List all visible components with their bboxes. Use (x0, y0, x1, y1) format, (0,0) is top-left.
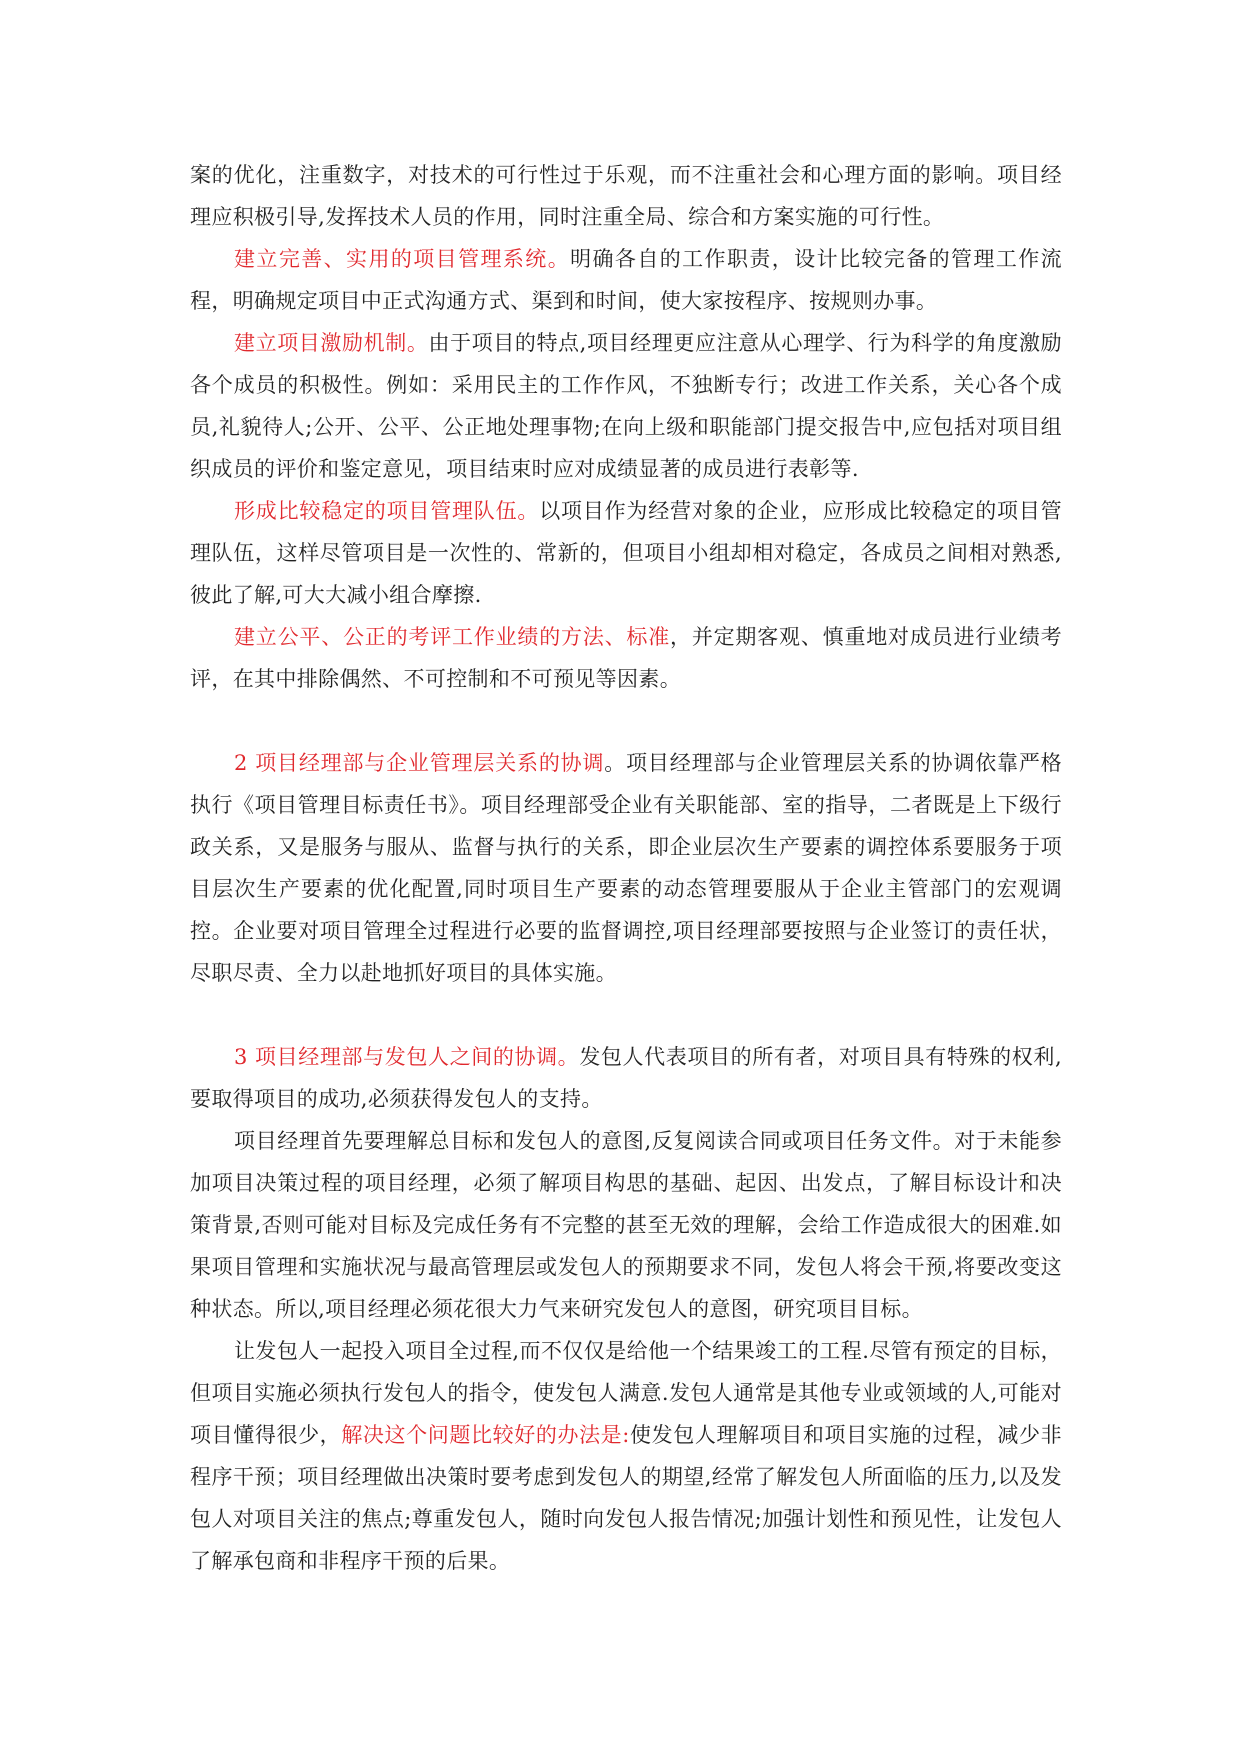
highlighted-text: 建立完善、实用的项目管理系统。 (234, 247, 571, 271)
body-text: 案的优化，注重数字，对技术的可行性过于乐观，而不注重社会和心理方面的影响。项目经理应积极引导,发挥技术人员的作用，同时注重全局、综合和方案实施的可行性。 (190, 163, 1062, 229)
paragraph-p1 (190, 154, 1062, 238)
body-text: 发包人代表项目的所有者，对项目具有特殊的权利,要取得项目的成功,必须获得发包人的支持。 (190, 1045, 1062, 1111)
paragraph-p6 (190, 742, 1062, 994)
highlighted-text: 建立项目激励机制。 (234, 331, 429, 355)
body-text: 项目经理首先要理解总目标和发包人的意图,反复阅读合同或项目任务文件。对于未能参加项目决策过程的项目经理，必须了解项目构思的基础、起因、出发点，了解目标设计和决策背景,否则可能对目标及完成任务有不完整的甚至无效的理解，会给工作造成很大的困难.如果项目管理和实施状况与最高管理层或发包人的预期要求不同，发包人将会干预,将要改变这种状态。所以,项目经理必须花很大力气来研究发包人的意图，研究项目目标。 (190, 1129, 1062, 1321)
body-text: 让发包人一起投入项目全过程,而不仅仅是给他一个结果竣工的工程.尽管有预定的目标，但项目实施必须执行发包人的指令，使发包人满意.发包人通常是其他专业或领域的人,可能对项目懂得很少， (190, 1339, 1062, 1447)
paragraph-p5 (190, 616, 1062, 700)
paragraph-gap (190, 700, 1062, 742)
highlighted-text: 解决这个问题比较好的办法是: (341, 1423, 630, 1447)
document-page (190, 154, 1062, 1582)
paragraph-p2 (190, 238, 1062, 322)
highlighted-text: 形成比较稳定的项目管理队伍。 (234, 499, 540, 523)
body-text: 由于项目的特点,项目经理更应注意从心理学、行为科学的角度激励各个成员的积极性。例如：采用民主的工作作风，不独断专行；改进工作关系，关心各个成员,礼貌待人;公开、公平、公正地处理事物;在向上级和职能部门提交报告中,应包括对项目组织成员的评价和鉴定意见，项目结束时应对成绩显著的成员进行表彰等. (190, 331, 1062, 481)
paragraph-p4 (190, 490, 1062, 616)
paragraph-p8 (190, 1120, 1062, 1330)
paragraph-p9 (190, 1330, 1062, 1582)
highlighted-text: 2 项目经理部与企业管理层关系的协调 (234, 751, 605, 775)
paragraph-p3 (190, 322, 1062, 490)
paragraph-p7 (190, 1036, 1062, 1120)
body-text: ，并定期客观、慎重地对成员进行业绩考评，在其中排除偶然、不可控制和不可预见等因素。 (190, 625, 1062, 691)
body-text: 明确各自的工作职责，设计比较完备的管理工作流程，明确规定项目中正式沟通方式、渠到和时间，使大家按程序、按规则办事。 (190, 247, 1063, 313)
body-text: 。项目经理部与企业管理层关系的协调依靠严格执行《项目管理目标责任书》。项目经理部受企业有关职能部、室的指导，二者既是上下级行政关系，又是服务与服从、监督与执行的关系，即企业层次生产要素的调控体系要服务于项目层次生产要素的优化配置,同时项目生产要素的动态管理要服从于企业主管部门的宏观调控。企业要对项目管理全过程进行必要的监督调控,项目经理部要按照与企业签订的责任状，尽职尽责、全力以赴地抓好项目的具体实施。 (190, 751, 1062, 985)
paragraph-gap (190, 994, 1062, 1036)
body-text: 以项目作为经营对象的企业，应形成比较稳定的项目管理队伍，这样尽管项目是一次性的、常新的，但项目小组却相对稳定，各成员之间相对熟悉,彼此了解,可大大减小组合摩擦. (190, 499, 1062, 607)
body-text: 使发包人理解项目和项目实施的过程，减少非程序干预；项目经理做出决策时要考虑到发包人的期望,经常了解发包人所面临的压力,以及发包人对项目关注的焦点;尊重发包人，随时向发包人报告情况;加强计划性和预见性，让发包人了解承包商和非程序干预的后果。 (190, 1423, 1063, 1573)
highlighted-text: 3 项目经理部与发包人之间的协调。 (234, 1045, 580, 1069)
highlighted-text: 建立公平、公正的考评工作业绩的方法、标准 (234, 625, 671, 649)
